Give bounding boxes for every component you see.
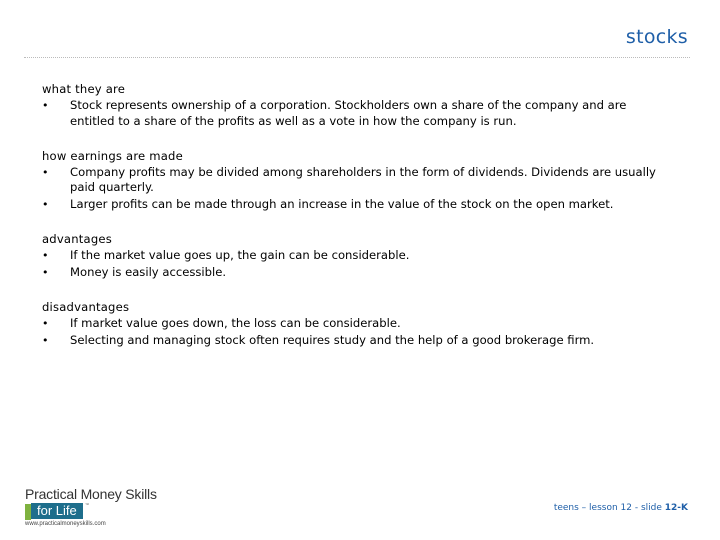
bullet-item	[42, 98, 662, 129]
bullet-text: Company profits may be divided among shareholders in the form of dividends. Dividends are usually paid quarterly.	[70, 165, 656, 195]
footer-slide-number: 12-K	[664, 503, 688, 513]
logo-badge: for Life	[31, 503, 83, 519]
section-advantages	[42, 232, 662, 280]
bullet-text: If market value goes down, the loss can be considerable.	[70, 316, 401, 331]
title-divider	[24, 57, 690, 58]
logo-trademark: ™	[84, 503, 90, 509]
bullet-text: Money is easily accessible.	[70, 264, 227, 279]
bullet-item	[42, 333, 662, 348]
bullet-icon: •	[42, 197, 49, 211]
bullet-item	[42, 197, 662, 212]
bullet-text: If the market value goes up, the gain can be considerable.	[70, 248, 410, 263]
section-heading: how earnings are made	[42, 148, 183, 163]
bullet-icon: •	[42, 265, 49, 279]
bullet-icon: •	[42, 166, 49, 180]
bullet-icon: •	[42, 333, 49, 347]
logo-badge-row	[25, 503, 165, 519]
bullet-item	[42, 165, 662, 196]
bullet-item	[42, 248, 662, 263]
footer-text: teens – lesson 12 - slide	[553, 503, 665, 513]
slide-content	[42, 82, 662, 368]
bullet-icon: •	[42, 99, 49, 113]
section-disadvantages	[42, 300, 662, 348]
bullet-text: Selecting and managing stock often requires study and the help of a good brokerage firm.	[70, 332, 595, 347]
logo-title: Practical Money Skills	[25, 486, 157, 502]
bullet-text: Larger profits can be made through an increase in the value of the stock on the open market.	[70, 196, 614, 211]
slide-title: stocks	[625, 26, 688, 48]
bullet-text: Stock represents ownership of a corporation. Stockholders own a share of the company and are entitled to a share of the profits as well as a vote in how the company is run.	[70, 98, 627, 128]
bullet-item	[42, 316, 662, 331]
logo-accent-bar	[25, 504, 31, 520]
bullet-icon: •	[42, 249, 49, 263]
section-heading: disadvantages	[42, 299, 130, 314]
practical-money-skills-logo	[25, 486, 165, 530]
bullet-icon: •	[42, 317, 49, 331]
logo-url: www.practicalmoneyskills.com	[25, 521, 106, 527]
section-how-earnings-are-made	[42, 149, 662, 212]
slide-footer	[554, 503, 688, 513]
section-heading: advantages	[42, 232, 112, 247]
section-what-they-are	[42, 82, 662, 129]
section-heading: what they are	[42, 82, 126, 96]
bullet-item	[42, 265, 662, 280]
